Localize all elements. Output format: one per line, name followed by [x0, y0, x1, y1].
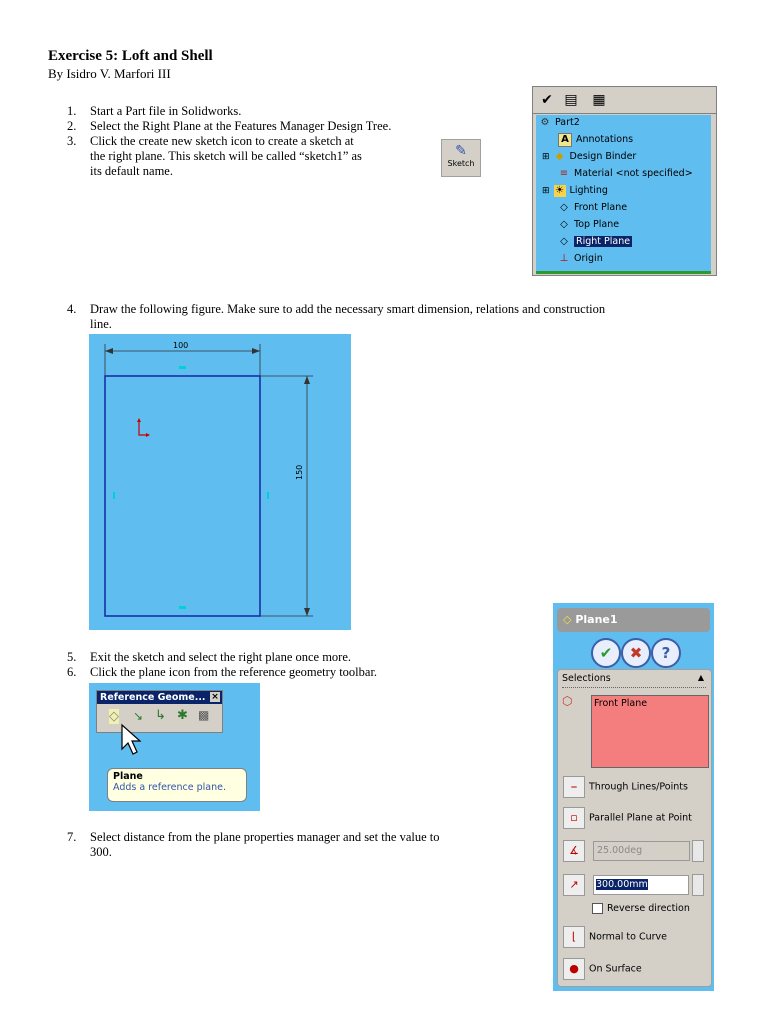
- tree-item-part[interactable]: ⚙ Part2: [540, 116, 580, 128]
- property-manager-tab-icon[interactable]: ▤: [564, 92, 578, 108]
- tree-tab-bar: [533, 87, 716, 114]
- reverse-direction-option[interactable]: Reverse direction: [592, 903, 690, 914]
- plane-property-manager: [553, 603, 714, 991]
- distance-input[interactable]: [593, 875, 689, 895]
- step-text: its default name.: [90, 164, 173, 178]
- angle-spinner[interactable]: [692, 840, 704, 862]
- plane-icon: ◇: [560, 201, 568, 213]
- plane-icon: ◇: [563, 613, 572, 626]
- step-text: Start a Part file in Solidworks.: [90, 104, 242, 118]
- selections-label: Selections: [562, 673, 611, 684]
- step-number: 5.: [67, 650, 77, 664]
- parallel-plane-option[interactable]: ▫ Parallel Plane at Point: [563, 807, 692, 829]
- reverse-direction-checkbox[interactable]: [592, 903, 603, 914]
- steps-5-6: [67, 650, 527, 682]
- cancel-button[interactable]: [621, 638, 651, 668]
- plane-icon: ◇: [560, 235, 568, 247]
- sketch-canvas: [89, 334, 351, 630]
- tree-item-front-plane[interactable]: ◇ Front Plane: [558, 200, 627, 215]
- normal-to-curve-icon: ⌊: [563, 926, 585, 948]
- step-number: 2.: [67, 119, 77, 133]
- material-icon: ≡: [559, 167, 569, 179]
- step-text: Exit the sketch and select the right plane once more.: [90, 650, 352, 664]
- part-icon: ⚙: [540, 116, 550, 128]
- sketch-drawing: [89, 334, 351, 630]
- coordinate-system-icon[interactable]: ↳: [155, 708, 166, 723]
- toolbar-titlebar: [97, 691, 222, 704]
- step-number: 4.: [67, 302, 77, 316]
- checkmark-icon: ✔: [599, 644, 613, 662]
- expand-icon[interactable]: ⊞: [542, 186, 550, 196]
- selections-panel: [557, 669, 712, 987]
- step-number: 1.: [67, 104, 77, 118]
- sketch-button-label: Sketch: [447, 159, 475, 168]
- height-dimension-label[interactable]: 150: [295, 464, 304, 480]
- angle-option: [563, 840, 643, 862]
- step-text: the right plane. This sketch will be called “sketch1” as: [90, 149, 362, 163]
- close-icon: ✖: [629, 644, 643, 662]
- tree-item-top-plane[interactable]: ◇ Top Plane: [558, 217, 619, 232]
- mate-reference-icon[interactable]: ▩: [198, 708, 210, 722]
- step-text: Select the Right Plane at the Features Manager Design Tree.: [90, 119, 392, 133]
- origin-icon: ⊥: [559, 252, 569, 264]
- tooltip-text: Adds a reference plane.: [113, 782, 226, 793]
- selection-listbox[interactable]: [591, 695, 709, 768]
- feature-manager-tree: [532, 86, 717, 276]
- width-dimension-label[interactable]: 100: [173, 341, 189, 350]
- step-text: Draw the following figure. Make sure to add the necessary smart dimension, relations and construction: [90, 302, 606, 316]
- step-4: [67, 302, 727, 334]
- angle-icon[interactable]: ∡: [563, 840, 585, 862]
- author-line: By Isidro V. Marfori III: [48, 66, 171, 81]
- lighting-icon: ☀: [555, 184, 565, 196]
- close-icon[interactable]: ×: [211, 692, 219, 702]
- distance-value: 300.00mm: [596, 879, 648, 890]
- property-manager-header: [557, 608, 710, 632]
- distance-icon[interactable]: ↗: [563, 874, 585, 896]
- collapse-icon[interactable]: ▲: [697, 673, 704, 682]
- help-button[interactable]: [651, 638, 681, 668]
- plane-icon: ◇: [560, 218, 568, 230]
- tree-item-lighting[interactable]: ⊞ ☀ Lighting: [542, 184, 608, 196]
- face-selection-icon: ⬡: [562, 694, 573, 708]
- step-number: 7.: [67, 830, 77, 844]
- reference-geometry-toolbar: [96, 690, 223, 733]
- tree-item-origin[interactable]: ⊥ Origin: [559, 252, 603, 264]
- ok-button[interactable]: [591, 638, 621, 668]
- property-manager-title: Plane1: [575, 613, 618, 626]
- plane-tooltip: [107, 768, 247, 802]
- annotation-icon: A: [558, 133, 572, 147]
- sketch-button[interactable]: [441, 139, 481, 177]
- tree-item-annotations[interactable]: A Annotations: [558, 132, 633, 147]
- point-icon[interactable]: ✱: [177, 708, 188, 723]
- expand-icon[interactable]: ⊞: [542, 152, 550, 162]
- tree-item-right-plane[interactable]: ◇ Right Plane: [558, 234, 632, 249]
- step-text: Select distance from the plane properties manager and set the value to: [90, 830, 440, 844]
- step-text: Click the create new sketch icon to create a sketch at: [90, 134, 354, 148]
- axis-icon[interactable]: ↘: [133, 709, 144, 723]
- document-title: Exercise 5: Loft and Shell: [48, 48, 213, 64]
- tree-item-material[interactable]: ≡ Material <not specified>: [559, 167, 693, 179]
- step-text: line.: [90, 317, 112, 331]
- tree-item-design-binder[interactable]: ⊞ ◆ Design Binder: [542, 150, 637, 162]
- distance-option: [563, 874, 648, 896]
- step-7: [67, 830, 547, 862]
- normal-to-curve-option[interactable]: ⌊ Normal to Curve: [563, 926, 667, 948]
- tooltip-title: Plane: [113, 771, 143, 782]
- toolbar-title: Reference Geome...: [100, 692, 206, 703]
- step-text: 300.: [90, 845, 112, 859]
- through-lines-icon: ⎯: [563, 776, 585, 798]
- help-icon: ?: [661, 644, 671, 662]
- on-surface-icon: ●: [563, 958, 585, 980]
- binder-icon: ◆: [555, 150, 564, 162]
- distance-spinner[interactable]: [692, 874, 704, 896]
- step-number: 3.: [67, 134, 77, 148]
- plane-icon[interactable]: ◇: [109, 709, 119, 724]
- steps-1-3: [67, 104, 467, 194]
- configuration-manager-tab-icon[interactable]: ▦: [592, 92, 606, 108]
- reference-geometry-screenshot: [89, 683, 260, 811]
- selections-header[interactable]: [562, 673, 706, 688]
- through-lines-option[interactable]: ⎯ Through Lines/Points: [563, 776, 688, 798]
- on-surface-option[interactable]: ● On Surface: [563, 958, 642, 980]
- pencil-icon: ✎: [455, 143, 467, 159]
- angle-input[interactable]: 25.00deg: [593, 841, 690, 861]
- step-text: Click the plane icon from the reference geometry toolbar.: [90, 665, 378, 679]
- parallel-plane-icon: ▫: [563, 807, 585, 829]
- mouse-cursor-icon: [119, 723, 145, 757]
- selection-item[interactable]: Front Plane: [594, 698, 648, 709]
- step-number: 6.: [67, 665, 77, 679]
- feature-manager-tab-icon[interactable]: ✔: [541, 92, 553, 108]
- tree-body: [536, 115, 711, 274]
